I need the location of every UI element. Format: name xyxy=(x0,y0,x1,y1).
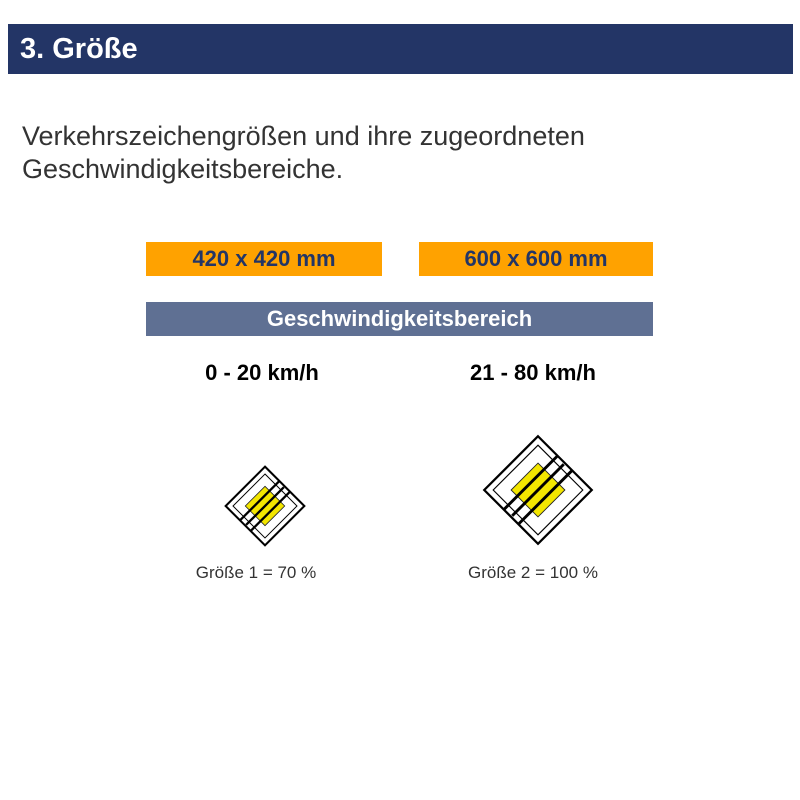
section-title: 3. Größe xyxy=(20,32,138,65)
speed-range-1: 0 - 20 km/h xyxy=(205,360,319,385)
intro-line-1: Verkehrszeichengrößen und ihre zugeordneten xyxy=(22,121,585,151)
size-caption-2: Größe 2 = 100 % xyxy=(468,563,598,582)
speed-range-2: 21 - 80 km/h xyxy=(470,360,596,385)
intro-line-2: Geschwindigkeitsbereiche. xyxy=(22,154,344,184)
speed-range-header: Geschwindigkeitsbereich xyxy=(146,302,653,336)
end-of-priority-road-sign-icon xyxy=(482,434,594,546)
size-caption-1: Größe 1 = 70 % xyxy=(195,563,317,582)
size-label-2: 600 x 600 mm xyxy=(419,242,653,276)
intro-text xyxy=(22,120,782,186)
size-label-1: 420 x 420 mm xyxy=(146,242,382,276)
section-header xyxy=(8,24,793,74)
end-of-priority-road-sign-icon xyxy=(224,465,306,547)
